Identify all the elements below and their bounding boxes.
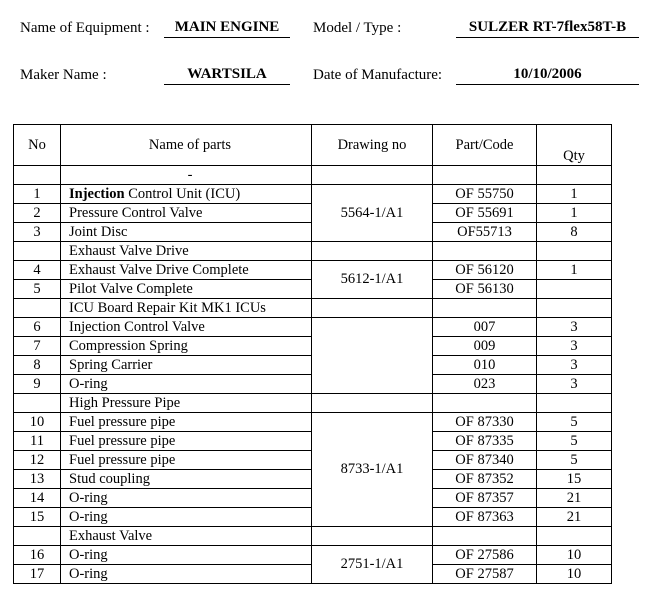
table-row: 15 O-ring OF 87363 21 bbox=[14, 508, 612, 527]
section-title: Exhaust Valve Drive bbox=[61, 242, 312, 261]
table-row: 5 Pilot Valve Complete OF 56130 bbox=[14, 280, 612, 299]
table-row: 12 Fuel pressure pipe OF 87340 5 bbox=[14, 451, 612, 470]
table-row: 2 Pressure Control Valve OF 55691 1 bbox=[14, 204, 612, 223]
table-row: 16 O-ring 2751-1/A1 OF 27586 10 bbox=[14, 546, 612, 565]
section-row bbox=[14, 242, 612, 261]
table-row: 4 Exhaust Valve Drive Complete 5612-1/A1 OF 56120 1 bbox=[14, 261, 612, 280]
table-row: 3 Joint Disc OF55713 8 bbox=[14, 223, 612, 242]
table-row: 14 O-ring OF 87357 21 bbox=[14, 489, 612, 508]
table-row: 6 Injection Control Valve 007 3 bbox=[14, 318, 612, 337]
table-row: 17 O-ring OF 27587 10 bbox=[14, 565, 612, 584]
section-row bbox=[14, 527, 612, 546]
section-title: ICU Board Repair Kit MK1 ICUs bbox=[61, 299, 312, 318]
table-row-blank bbox=[14, 166, 612, 185]
section-row bbox=[14, 299, 612, 318]
section-title: Exhaust Valve bbox=[61, 527, 312, 546]
maker-value: WARTSILA bbox=[164, 64, 290, 85]
col-header-qty: Qty bbox=[537, 125, 612, 166]
table-header-row bbox=[14, 125, 612, 166]
col-header-code: Part/Code bbox=[433, 125, 537, 166]
table-row: 1 Injection Control Unit (ICU) 5564-1/A1 OF 55750 1 bbox=[14, 185, 612, 204]
drawing-no: 2751-1/A1 bbox=[312, 546, 433, 584]
equipment-label: Name of Equipment : bbox=[20, 20, 150, 36]
drawing-no: 5612-1/A1 bbox=[312, 261, 433, 299]
table-row: 11 Fuel pressure pipe OF 87335 5 bbox=[14, 432, 612, 451]
table-row: 7 Compression Spring 009 3 bbox=[14, 337, 612, 356]
table-row: 13 Stud coupling OF 87352 15 bbox=[14, 470, 612, 489]
col-header-name: Name of parts bbox=[61, 125, 312, 166]
parts-table bbox=[13, 124, 612, 584]
date-label: Date of Manufacture: bbox=[313, 67, 443, 83]
equipment-value: MAIN ENGINE bbox=[164, 17, 290, 38]
date-value: 10/10/2006 bbox=[456, 64, 639, 85]
table-row: 8 Spring Carrier 010 3 bbox=[14, 356, 612, 375]
model-value: SULZER RT-7flex58T-B bbox=[456, 17, 639, 38]
section-row bbox=[14, 394, 612, 413]
col-header-no: No bbox=[14, 125, 61, 166]
table-row: 9 O-ring 023 3 bbox=[14, 375, 612, 394]
drawing-no: 8733-1/A1 bbox=[312, 413, 433, 527]
table-row: 10 Fuel pressure pipe 8733-1/A1 OF 87330 5 bbox=[14, 413, 612, 432]
model-label: Model / Type : bbox=[313, 20, 402, 36]
section-title: High Pressure Pipe bbox=[61, 394, 312, 413]
drawing-no: 5564-1/A1 bbox=[312, 185, 433, 242]
blank-marker: - bbox=[61, 166, 312, 185]
col-header-drawing: Drawing no bbox=[312, 125, 433, 166]
maker-label: Maker Name : bbox=[20, 67, 107, 83]
